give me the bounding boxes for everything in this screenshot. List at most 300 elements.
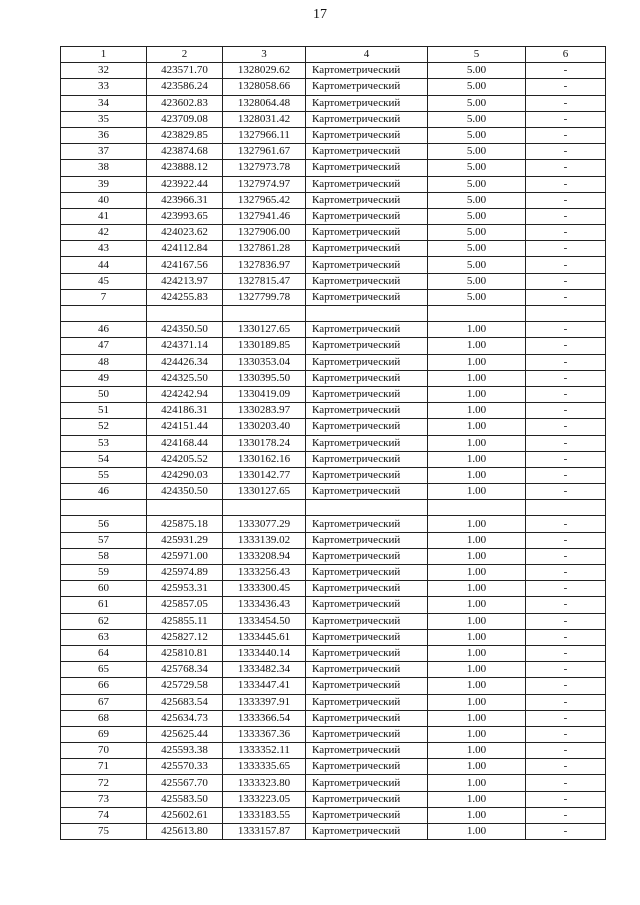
y-coordinate-cell: 1333323.80 (223, 775, 306, 791)
table-row (61, 451, 606, 467)
accuracy-cell: 1.00 (428, 435, 526, 451)
x-coordinate-cell: 423888.12 (147, 160, 223, 176)
x-coordinate-cell (147, 500, 223, 516)
accuracy-cell: 5.00 (428, 192, 526, 208)
note-cell: - (526, 95, 606, 111)
y-coordinate-cell: 1327861.28 (223, 241, 306, 257)
y-coordinate-cell (223, 500, 306, 516)
x-coordinate-cell: 425570.33 (147, 759, 223, 775)
method-cell: Картометрический (306, 613, 428, 629)
point-number-cell: 74 (61, 807, 147, 823)
accuracy-cell: 1.00 (428, 597, 526, 613)
table-row (61, 79, 606, 95)
x-coordinate-cell: 425634.73 (147, 710, 223, 726)
note-cell: - (526, 225, 606, 241)
accuracy-cell: 1.00 (428, 451, 526, 467)
table-row (61, 241, 606, 257)
method-cell: Картометрический (306, 516, 428, 532)
method-cell: Картометрический (306, 419, 428, 435)
note-cell: - (526, 743, 606, 759)
point-number-cell: 61 (61, 597, 147, 613)
accuracy-cell: 1.00 (428, 710, 526, 726)
x-coordinate-cell: 424167.56 (147, 257, 223, 273)
x-coordinate-cell (147, 306, 223, 322)
y-coordinate-cell: 1333445.61 (223, 629, 306, 645)
y-coordinate-cell: 1330283.97 (223, 403, 306, 419)
accuracy-cell: 1.00 (428, 565, 526, 581)
accuracy-cell: 5.00 (428, 63, 526, 79)
table-row (61, 824, 606, 840)
note-cell: - (526, 370, 606, 386)
table-row (61, 192, 606, 208)
page-number: 17 (313, 7, 327, 22)
x-coordinate-cell: 425567.70 (147, 775, 223, 791)
method-cell: Картометрический (306, 111, 428, 127)
y-coordinate-cell: 1327965.42 (223, 192, 306, 208)
y-coordinate-cell: 1333208.94 (223, 548, 306, 564)
y-coordinate-cell: 1333440.14 (223, 645, 306, 661)
note-cell: - (526, 484, 606, 500)
table-row (61, 127, 606, 143)
accuracy-cell: 1.00 (428, 759, 526, 775)
method-cell: Картометрический (306, 192, 428, 208)
method-cell: Картометрический (306, 775, 428, 791)
table-row (61, 710, 606, 726)
table-row (61, 775, 606, 791)
x-coordinate-cell: 423966.31 (147, 192, 223, 208)
note-cell: - (526, 192, 606, 208)
table-header-row (61, 47, 606, 63)
y-coordinate-cell: 1327836.97 (223, 257, 306, 273)
method-cell: Картометрический (306, 63, 428, 79)
accuracy-cell: 5.00 (428, 95, 526, 111)
accuracy-cell: 1.00 (428, 775, 526, 791)
table-row (61, 662, 606, 678)
table-row (61, 726, 606, 742)
accuracy-cell: 1.00 (428, 629, 526, 645)
accuracy-cell: 1.00 (428, 645, 526, 661)
note-cell: - (526, 775, 606, 791)
method-cell: Картометрический (306, 824, 428, 840)
table-row (61, 403, 606, 419)
y-coordinate-cell: 1333397.91 (223, 694, 306, 710)
x-coordinate-cell: 425810.81 (147, 645, 223, 661)
method-cell: Картометрический (306, 370, 428, 386)
y-coordinate-cell: 1330162.16 (223, 451, 306, 467)
accuracy-cell: 1.00 (428, 807, 526, 823)
x-coordinate-cell: 425729.58 (147, 678, 223, 694)
point-number-cell: 38 (61, 160, 147, 176)
point-number-cell: 43 (61, 241, 147, 257)
table-row (61, 565, 606, 581)
table-row (61, 289, 606, 305)
note-cell: - (526, 759, 606, 775)
table-row (61, 694, 606, 710)
point-number-cell: 75 (61, 824, 147, 840)
accuracy-cell: 5.00 (428, 111, 526, 127)
note-cell: - (526, 565, 606, 581)
accuracy-cell: 1.00 (428, 581, 526, 597)
accuracy-cell: 5.00 (428, 144, 526, 160)
y-coordinate-cell: 1333300.45 (223, 581, 306, 597)
y-coordinate-cell: 1333352.11 (223, 743, 306, 759)
method-cell: Картометрический (306, 645, 428, 661)
table-row (61, 111, 606, 127)
accuracy-cell (428, 306, 526, 322)
point-number-cell: 7 (61, 289, 147, 305)
note-cell: - (526, 176, 606, 192)
method-cell: Картометрический (306, 467, 428, 483)
table-row (61, 95, 606, 111)
y-coordinate-cell: 1327941.46 (223, 208, 306, 224)
method-cell: Картометрический (306, 710, 428, 726)
accuracy-cell: 1.00 (428, 824, 526, 840)
point-number-cell: 48 (61, 354, 147, 370)
accuracy-cell: 1.00 (428, 386, 526, 402)
accuracy-cell: 1.00 (428, 370, 526, 386)
point-number-cell: 69 (61, 726, 147, 742)
note-cell: - (526, 338, 606, 354)
point-number-cell: 47 (61, 338, 147, 354)
x-coordinate-cell: 424213.97 (147, 273, 223, 289)
accuracy-cell: 5.00 (428, 225, 526, 241)
x-coordinate-cell: 424255.83 (147, 289, 223, 305)
note-cell: - (526, 127, 606, 143)
note-cell: - (526, 160, 606, 176)
y-coordinate-cell: 1328031.42 (223, 111, 306, 127)
table-row (61, 759, 606, 775)
y-coordinate-cell: 1327973.78 (223, 160, 306, 176)
method-cell: Картометрический (306, 386, 428, 402)
note-cell: - (526, 516, 606, 532)
y-coordinate-cell: 1333436.43 (223, 597, 306, 613)
accuracy-cell: 1.00 (428, 484, 526, 500)
y-coordinate-cell: 1330127.65 (223, 484, 306, 500)
x-coordinate-cell: 425593.38 (147, 743, 223, 759)
y-coordinate-cell: 1330142.77 (223, 467, 306, 483)
point-number-cell: 66 (61, 678, 147, 694)
note-cell: - (526, 807, 606, 823)
table-row (61, 597, 606, 613)
accuracy-cell: 1.00 (428, 516, 526, 532)
accuracy-cell: 5.00 (428, 79, 526, 95)
point-number-cell: 37 (61, 144, 147, 160)
accuracy-cell: 5.00 (428, 208, 526, 224)
method-cell: Картометрический (306, 548, 428, 564)
table-row (61, 322, 606, 338)
note-cell: - (526, 678, 606, 694)
method-cell: Картометрический (306, 694, 428, 710)
table-row (61, 548, 606, 564)
point-number-cell: 56 (61, 516, 147, 532)
accuracy-cell: 1.00 (428, 726, 526, 742)
method-cell: Картометрический (306, 807, 428, 823)
table-row (61, 467, 606, 483)
note-cell: - (526, 144, 606, 160)
point-number-cell: 36 (61, 127, 147, 143)
point-number-cell: 39 (61, 176, 147, 192)
accuracy-cell: 1.00 (428, 694, 526, 710)
x-coordinate-cell: 424186.31 (147, 403, 223, 419)
method-cell: Картометрический (306, 289, 428, 305)
note-cell: - (526, 629, 606, 645)
table-row (61, 807, 606, 823)
x-coordinate-cell: 424350.50 (147, 484, 223, 500)
x-coordinate-cell: 423571.70 (147, 63, 223, 79)
method-cell: Картометрический (306, 484, 428, 500)
method-cell: Картометрический (306, 79, 428, 95)
x-coordinate-cell: 424242.94 (147, 386, 223, 402)
point-number-cell: 72 (61, 775, 147, 791)
accuracy-cell: 1.00 (428, 662, 526, 678)
x-coordinate-cell: 423993.65 (147, 208, 223, 224)
y-coordinate-cell: 1333335.65 (223, 759, 306, 775)
accuracy-cell: 1.00 (428, 613, 526, 629)
x-coordinate-cell: 425855.11 (147, 613, 223, 629)
method-cell: Картометрический (306, 273, 428, 289)
note-cell (526, 500, 606, 516)
coordinates-table (60, 46, 606, 840)
x-coordinate-cell: 425857.05 (147, 597, 223, 613)
point-number-cell: 63 (61, 629, 147, 645)
x-coordinate-cell: 424168.44 (147, 435, 223, 451)
method-cell: Картометрический (306, 241, 428, 257)
note-cell: - (526, 645, 606, 661)
method-cell: Картометрический (306, 322, 428, 338)
method-cell: Картометрический (306, 597, 428, 613)
table-row (61, 484, 606, 500)
x-coordinate-cell: 425683.54 (147, 694, 223, 710)
column-header: 1 (61, 47, 147, 63)
method-cell (306, 306, 428, 322)
table-row (61, 581, 606, 597)
table-row (61, 225, 606, 241)
accuracy-cell: 1.00 (428, 678, 526, 694)
y-coordinate-cell: 1330395.50 (223, 370, 306, 386)
x-coordinate-cell: 424426.34 (147, 354, 223, 370)
x-coordinate-cell: 425971.00 (147, 548, 223, 564)
point-number-cell: 44 (61, 257, 147, 273)
column-header: 2 (147, 47, 223, 63)
method-cell: Картометрический (306, 95, 428, 111)
accuracy-cell: 1.00 (428, 548, 526, 564)
x-coordinate-cell: 425613.80 (147, 824, 223, 840)
table-row (61, 629, 606, 645)
accuracy-cell (428, 500, 526, 516)
point-number-cell: 35 (61, 111, 147, 127)
table-row (61, 144, 606, 160)
accuracy-cell: 5.00 (428, 160, 526, 176)
y-coordinate-cell: 1330419.09 (223, 386, 306, 402)
method-cell: Картометрический (306, 160, 428, 176)
point-number-cell: 71 (61, 759, 147, 775)
column-header: 3 (223, 47, 306, 63)
accuracy-cell: 1.00 (428, 354, 526, 370)
point-number-cell: 65 (61, 662, 147, 678)
y-coordinate-cell: 1327799.78 (223, 289, 306, 305)
x-coordinate-cell: 423829.85 (147, 127, 223, 143)
x-coordinate-cell: 425974.89 (147, 565, 223, 581)
note-cell: - (526, 467, 606, 483)
table-row (61, 500, 606, 516)
method-cell: Картометрический (306, 791, 428, 807)
point-number-cell: 49 (61, 370, 147, 386)
x-coordinate-cell: 424371.14 (147, 338, 223, 354)
method-cell: Картометрический (306, 678, 428, 694)
method-cell: Картометрический (306, 565, 428, 581)
table-row (61, 386, 606, 402)
column-header: 6 (526, 47, 606, 63)
method-cell: Картометрический (306, 127, 428, 143)
y-coordinate-cell: 1333256.43 (223, 565, 306, 581)
column-header: 4 (306, 47, 428, 63)
y-coordinate-cell: 1327974.97 (223, 176, 306, 192)
x-coordinate-cell: 425931.29 (147, 532, 223, 548)
point-number-cell: 40 (61, 192, 147, 208)
x-coordinate-cell: 425875.18 (147, 516, 223, 532)
accuracy-cell: 1.00 (428, 403, 526, 419)
point-number-cell: 33 (61, 79, 147, 95)
table-row (61, 160, 606, 176)
method-cell: Картометрический (306, 451, 428, 467)
method-cell: Картометрический (306, 743, 428, 759)
table-row (61, 516, 606, 532)
x-coordinate-cell: 423602.83 (147, 95, 223, 111)
table-row (61, 743, 606, 759)
point-number-cell: 57 (61, 532, 147, 548)
accuracy-cell: 5.00 (428, 257, 526, 273)
note-cell: - (526, 241, 606, 257)
method-cell: Картометрический (306, 629, 428, 645)
table-row (61, 791, 606, 807)
note-cell: - (526, 435, 606, 451)
point-number-cell: 42 (61, 225, 147, 241)
method-cell: Картометрический (306, 338, 428, 354)
point-number-cell: 64 (61, 645, 147, 661)
y-coordinate-cell: 1333447.41 (223, 678, 306, 694)
accuracy-cell: 1.00 (428, 419, 526, 435)
method-cell: Картометрический (306, 581, 428, 597)
table-row (61, 435, 606, 451)
point-number-cell: 58 (61, 548, 147, 564)
x-coordinate-cell: 424290.03 (147, 467, 223, 483)
point-number-cell: 45 (61, 273, 147, 289)
point-number-cell: 32 (61, 63, 147, 79)
table-row (61, 63, 606, 79)
x-coordinate-cell: 425602.61 (147, 807, 223, 823)
x-coordinate-cell: 424112.84 (147, 241, 223, 257)
note-cell: - (526, 451, 606, 467)
y-coordinate-cell: 1327966.11 (223, 127, 306, 143)
point-number-cell: 50 (61, 386, 147, 402)
method-cell: Картометрический (306, 208, 428, 224)
note-cell: - (526, 597, 606, 613)
table-row (61, 306, 606, 322)
y-coordinate-cell: 1330353.04 (223, 354, 306, 370)
x-coordinate-cell: 424350.50 (147, 322, 223, 338)
x-coordinate-cell: 425953.31 (147, 581, 223, 597)
note-cell: - (526, 111, 606, 127)
note-cell: - (526, 662, 606, 678)
accuracy-cell: 5.00 (428, 127, 526, 143)
y-coordinate-cell: 1330178.24 (223, 435, 306, 451)
method-cell (306, 500, 428, 516)
x-coordinate-cell: 425625.44 (147, 726, 223, 742)
accuracy-cell: 1.00 (428, 338, 526, 354)
point-number-cell: 70 (61, 743, 147, 759)
x-coordinate-cell: 423922.44 (147, 176, 223, 192)
x-coordinate-cell: 425768.34 (147, 662, 223, 678)
y-coordinate-cell: 1328064.48 (223, 95, 306, 111)
y-coordinate-cell: 1327815.47 (223, 273, 306, 289)
x-coordinate-cell: 423586.24 (147, 79, 223, 95)
method-cell: Картометрический (306, 144, 428, 160)
note-cell: - (526, 710, 606, 726)
point-number-cell: 59 (61, 565, 147, 581)
table-row (61, 645, 606, 661)
method-cell: Картометрический (306, 726, 428, 742)
note-cell: - (526, 613, 606, 629)
method-cell: Картометрический (306, 759, 428, 775)
table-row (61, 208, 606, 224)
point-number-cell: 67 (61, 694, 147, 710)
accuracy-cell: 5.00 (428, 289, 526, 305)
y-coordinate-cell: 1333482.34 (223, 662, 306, 678)
point-number-cell (61, 500, 147, 516)
y-coordinate-cell: 1328058.66 (223, 79, 306, 95)
point-number-cell: 62 (61, 613, 147, 629)
point-number-cell: 60 (61, 581, 147, 597)
x-coordinate-cell: 424205.52 (147, 451, 223, 467)
accuracy-cell: 5.00 (428, 273, 526, 289)
x-coordinate-cell: 424151.44 (147, 419, 223, 435)
y-coordinate-cell: 1330203.40 (223, 419, 306, 435)
note-cell: - (526, 208, 606, 224)
point-number-cell: 54 (61, 451, 147, 467)
note-cell: - (526, 63, 606, 79)
method-cell: Картометрический (306, 662, 428, 678)
y-coordinate-cell: 1333183.55 (223, 807, 306, 823)
y-coordinate-cell: 1328029.62 (223, 63, 306, 79)
note-cell: - (526, 257, 606, 273)
note-cell: - (526, 273, 606, 289)
note-cell: - (526, 79, 606, 95)
point-number-cell: 53 (61, 435, 147, 451)
y-coordinate-cell: 1333454.50 (223, 613, 306, 629)
point-number-cell: 55 (61, 467, 147, 483)
method-cell: Картометрический (306, 532, 428, 548)
note-cell (526, 306, 606, 322)
x-coordinate-cell: 423874.68 (147, 144, 223, 160)
point-number-cell (61, 306, 147, 322)
method-cell: Картометрический (306, 435, 428, 451)
note-cell: - (526, 322, 606, 338)
table-row (61, 419, 606, 435)
point-number-cell: 73 (61, 791, 147, 807)
accuracy-cell: 1.00 (428, 467, 526, 483)
note-cell: - (526, 694, 606, 710)
accuracy-cell: 5.00 (428, 176, 526, 192)
accuracy-cell: 1.00 (428, 791, 526, 807)
x-coordinate-cell: 424325.50 (147, 370, 223, 386)
note-cell: - (526, 726, 606, 742)
method-cell: Картометрический (306, 257, 428, 273)
table-row (61, 273, 606, 289)
table-row (61, 370, 606, 386)
y-coordinate-cell: 1333157.87 (223, 824, 306, 840)
point-number-cell: 41 (61, 208, 147, 224)
table-row (61, 176, 606, 192)
